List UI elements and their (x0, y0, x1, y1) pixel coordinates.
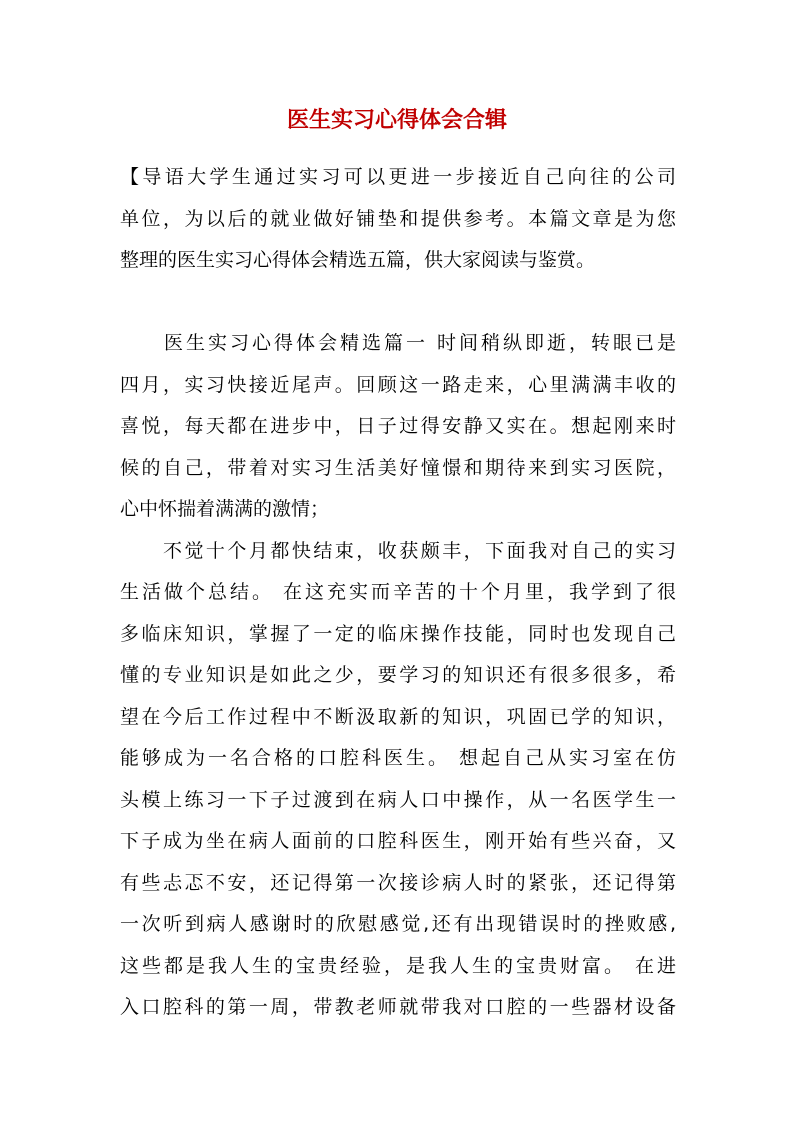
paragraph-line: 四月，实习快接近尾声。回顾这一路走来，心里满满丰收的 (120, 373, 676, 396)
paragraph-line: 不觉十个月都快结束，收获颇丰，下面我对自己的实习 (120, 539, 676, 562)
paragraph-line: 多临床知识，掌握了一定的临床操作技能，同时也发现自己 (120, 622, 676, 645)
paragraph-line: 心中怀揣着满满的激情； (120, 498, 330, 520)
intro-line: 【导语大学生通过实习可以更进一步接近自己向往的公司 (120, 166, 676, 188)
intro-line: 整理的医生实习心得体会精选五篇，供大家阅读与鉴赏。 (120, 249, 596, 271)
paragraph-line: 有些忐忑不安，还记得第一次接诊病人时的紧张，还记得第 (120, 871, 676, 894)
section-one (120, 323, 676, 1029)
paragraph-line: 候的自己，带着对实习生活美好憧憬和期待来到实习医院， (120, 456, 676, 479)
paragraph-2 (120, 531, 676, 1029)
paragraph-line: 生活做个总结。 在这充实而辛苦的十个月里，我学到了很 (120, 581, 676, 603)
paragraph-line: 懂的专业知识是如此之少，要学习的知识还有很多很多，希 (120, 664, 676, 686)
paragraph-line: 一次听到病人感谢时的欣慰感觉,还有出现错误时的挫败感, (120, 913, 676, 935)
paragraph-line: 能够成为一名合格的口腔科医生。 想起自己从实习室在仿 (120, 747, 676, 769)
paragraph-line: 入口腔科的第一周，带教老师就带我对口腔的一些器材设备 (120, 996, 676, 1018)
paragraph-1 (120, 323, 676, 531)
paragraph-line: 头模上练习一下子过渡到在病人口中操作，从一名医学生一 (120, 788, 676, 811)
paragraph-line: 这些都是我人生的宝贵经验，是我人生的宝贵财富。 在进 (120, 954, 676, 977)
intro-line: 单位，为以后的就业做好铺垫和提供参考。本篇文章是为您 (120, 207, 676, 230)
document-title: 医生实习心得体会合辑 (286, 107, 507, 133)
paragraph-line: 喜悦，每天都在进步中，日子过得安静又实在。想起刚来时 (120, 415, 676, 437)
paragraph-line: 医生实习心得体会精选篇一 时间稍纵即逝，转眼已是 (120, 332, 676, 354)
paragraph-line: 望在今后工作过程中不断汲取新的知识，巩固已学的知识， (120, 705, 676, 728)
paragraph-line: 下子成为坐在病人面前的口腔科医生，刚开始有些兴奋，又 (120, 830, 676, 852)
intro-paragraph (120, 157, 676, 282)
